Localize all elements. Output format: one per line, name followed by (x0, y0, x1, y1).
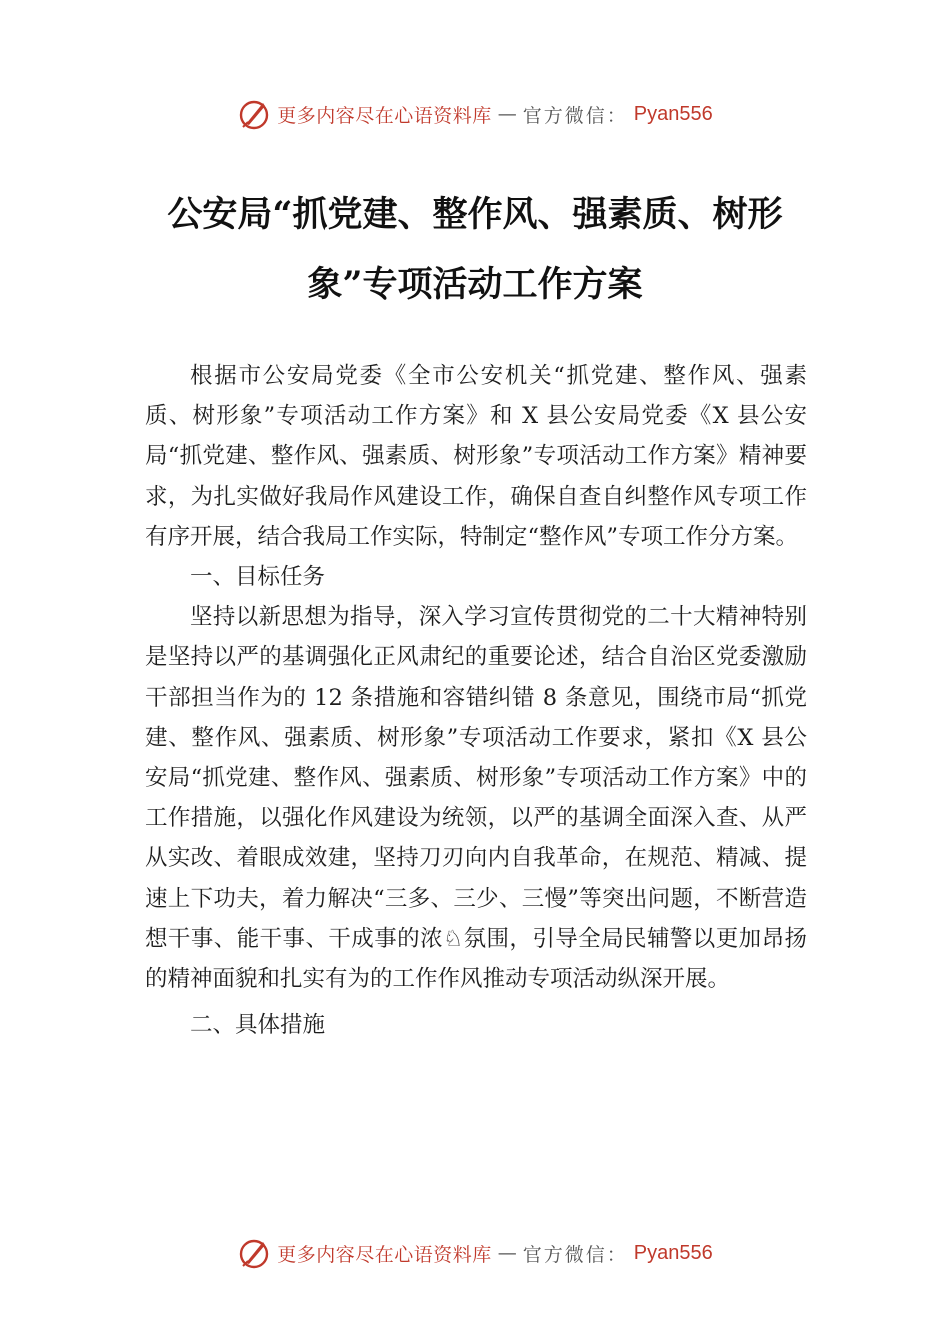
banner-wechat-id: Pyan556 (633, 1241, 713, 1264)
banner-wechat-label: 官方微信： (522, 1243, 628, 1266)
document-body (145, 356, 807, 1045)
banner-wechat-label: 官方微信： (522, 104, 628, 127)
section-paragraph-1: 坚持以新思想为指导，深入学习宣传贯彻党的二十大精神特别是坚持以严的基调强化正风肃纪的重要论述，结合自治区党委激励干部担当作为的 12 条措施和容错纠错 8 条意见，围绕市局“抓党建、整作风、强素质、树形象”专项活动工作要求，紧扣《X 县公安局“抓党建、整作风、强素质、树形象”专项活动工作方案》中的工作措施，以强化作风建设为统领，以严的基调全面深入查、从严从实改、着眼成效建，坚持刀刃向内自我革命，在规范、精减、提速上下功夫，着力解决“三多、三少、三慢”等突出问题，不断营造想干事、能干事、干成事的浓♘氛围，引导全局民辅警以更加昂扬的精神面貌和扎实有为的工作作风推动专项活动纵深开展。 (145, 604, 807, 993)
intro-paragraph: 根据市公安局党委《全市公安机关“抓党建、整作风、强素质、树形象”专项活动工作方案》和 X 县公安局党委《X 县公安局“抓党建、整作风、强素质、树形象”专项活动工作方案》精神要求，为扎实做好我局作风建设工作，确保自查自纠整作风专项工作有序开展，结合我局工作实际，特制定“整作风”专项工作分方案。 (145, 363, 807, 550)
banner-text: 更多内容尽在心语资料库 (277, 1243, 492, 1266)
banner-separator: — (497, 103, 517, 125)
title-line-1: 公安局“抓党建、整作风、强素质、树形 (167, 194, 783, 235)
title-line-2: 象”专项活动工作方案 (307, 264, 643, 305)
header-banner (0, 94, 950, 134)
banner-text: 更多内容尽在心语资料库 (277, 104, 492, 127)
quill-pen-circle-logo (237, 97, 271, 131)
document-title (130, 180, 820, 320)
footer-banner (0, 1233, 950, 1273)
quill-pen-circle-logo (237, 1236, 271, 1270)
banner-wechat-id: Pyan556 (633, 102, 713, 125)
section-heading-1: 一、目标任务 (190, 564, 326, 591)
banner-separator: — (497, 1242, 517, 1264)
section-heading-2: 二、具体措施 (190, 1012, 326, 1039)
